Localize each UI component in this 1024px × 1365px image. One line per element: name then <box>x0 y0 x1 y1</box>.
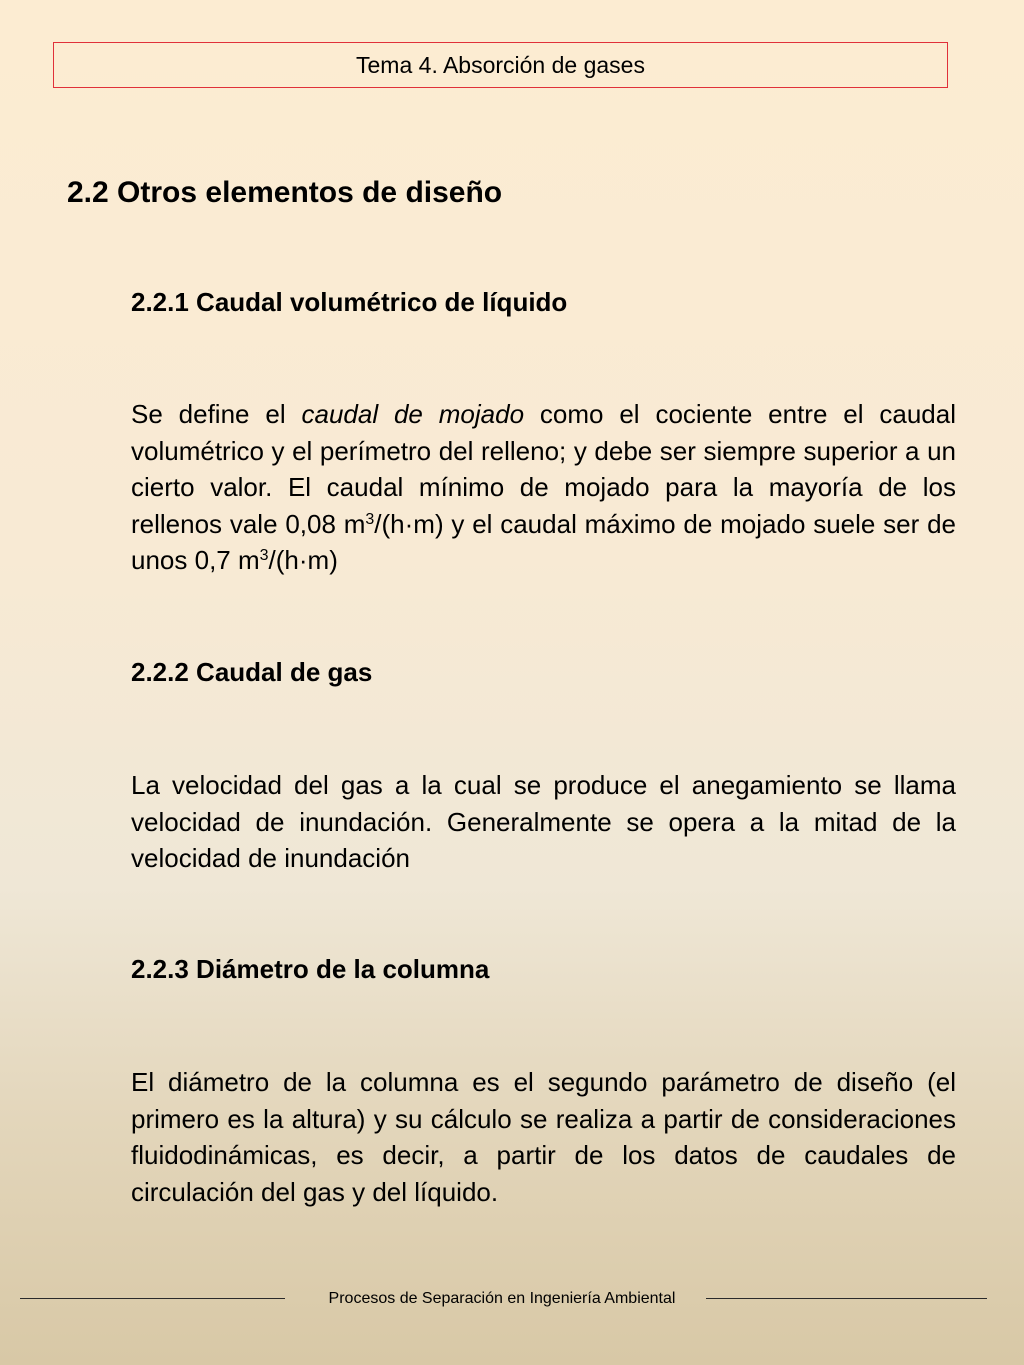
footer-caption: Procesos de Separación en Ingeniería Ambiental <box>328 1290 676 1307</box>
section-title: 2.2 Otros elementos de diseño <box>67 176 503 209</box>
paragraph-gas-flow: La velocidad del gas a la cual se produce el anegamiento se llama velocidad de inundación. Generalmente se opera a la mitad de la velocidad de inundación <box>131 770 956 873</box>
subsection-title-liquid-flow: 2.2.1 Caudal volumétrico de líquido <box>131 287 568 317</box>
superscript-cube: 3 <box>259 547 269 564</box>
subsection-title-gas-flow: 2.2.2 Caudal de gas <box>131 657 373 687</box>
superscript-cube: 3 <box>365 510 375 528</box>
slide-header-title: Tema 4. Absorción de gases <box>356 51 645 78</box>
slide-header <box>53 42 948 88</box>
subsection-title-column-diameter: 2.2.3 Diámetro de la columna <box>131 954 490 984</box>
term-caudal-de-mojado: caudal de mojado <box>301 399 525 429</box>
footer-divider-right <box>706 1298 987 1299</box>
paragraph-column-diameter: El diámetro de la columna es el segundo parámetro de diseño (el primero es la altura) y su cálculo se realiza a partir de consideraciones fluidodinámicas, es decir, a partir de los datos de caudales de circulación del gas y del líquido. <box>131 1067 956 1207</box>
paragraph-liquid-flow: Se define el caudal de mojado como el cociente entre el caudal volumétrico y el perímetro del relleno; y debe ser siempre superior a un cierto valor. El caudal mínimo de mojado para la mayoría de los rellenos vale 0,08 $m^3/(h\cdot m)$ y el caudal máximo de mojado suele ser de unos 0,7 $m^3/(h\cdot m)$ <box>131 399 956 575</box>
footer-divider-left <box>20 1298 285 1299</box>
